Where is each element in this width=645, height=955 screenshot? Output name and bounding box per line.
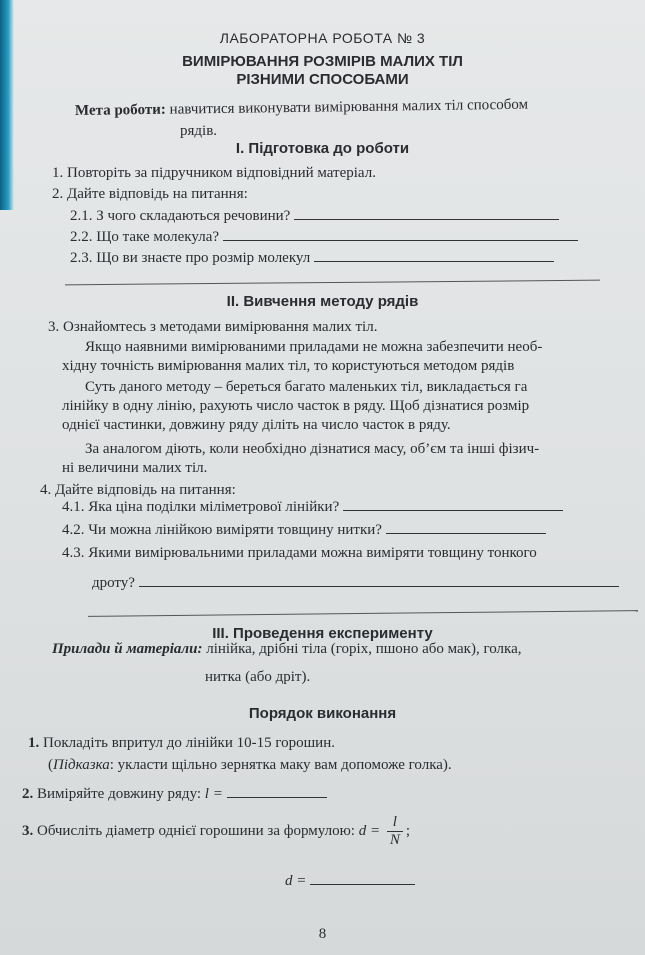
hint-text: : укласти щільно зернятка маку вам допоможе голка). <box>109 757 452 773</box>
order-title: Порядок виконання <box>248 705 397 722</box>
question-4-1-text: 4.1. Яка ціна поділки міліметрової лінійки? <box>62 499 340 515</box>
question-4-2 <box>62 522 546 539</box>
materials-text-2: нитка (або дріт). <box>205 669 311 685</box>
answer-4-3-extra-line[interactable] <box>88 610 638 617</box>
paragraph-1-line-2: хідну точність вимірювання малих тіл, то користуються методом рядів <box>62 358 515 374</box>
materials-label: Прилади й матеріали: <box>52 641 203 657</box>
answer-2-2-field[interactable] <box>223 239 578 241</box>
question-2-3-text: 2.3. Що ви знаєте про розмір молекул <box>70 250 311 266</box>
step-1-text: Покладіть впритул до лінійки 10-15 горошин. <box>43 735 335 751</box>
question-4-3-line-1: 4.3. Якими вимірювальними приладами можна виміряти товщину тонкого <box>62 545 537 561</box>
formula-lhs: d = <box>358 822 381 839</box>
hint-open-paren: ( <box>48 757 53 773</box>
materials-line <box>52 641 522 658</box>
item-4: 4. Дайте відповідь на питання: <box>40 482 236 498</box>
item-2: 2. Дайте відповідь на питання: <box>52 186 248 202</box>
section-1-title: І. Підготовка до роботи <box>235 140 410 157</box>
goal-text-2: рядів. <box>180 123 218 139</box>
title-line-1: ВИМІРЮВАННЯ РОЗМІРІВ МАЛИХ ТІЛ <box>182 53 463 70</box>
result-line <box>285 873 415 890</box>
answer-4-3-field[interactable] <box>139 585 619 587</box>
paragraph-3-line-1: За аналогом діють, коли необхідно дізнатися масу, об’єм та інші фізич- <box>85 441 540 457</box>
step-2 <box>22 786 327 803</box>
paragraph-2-line-2: лінійку в одну лінію, рахують число часток в ряду. Щоб дізнатися розмір <box>62 398 530 414</box>
question-2-1 <box>70 208 559 225</box>
step-2-variable: l = <box>204 786 223 802</box>
paragraph-1-line-1: Якщо наявними вимірюваними приладами не можна забезпечити необ- <box>85 339 543 355</box>
formula-numerator: l <box>387 814 403 832</box>
lab-number: ЛАБОРАТОРНА РОБОТА № 3 <box>219 30 426 46</box>
answer-4-1-field[interactable] <box>343 509 563 511</box>
step-3-number: 3. <box>22 822 34 839</box>
question-2-1-text: 2.1. З чого складаються речовини? <box>70 208 291 224</box>
step-2-text: Виміряйте довжину ряду: <box>37 786 202 802</box>
answer-4-2-field[interactable] <box>386 532 546 534</box>
goal-line <box>75 97 528 120</box>
item-3: 3. Ознайомтесь з методами вимірювання малих тіл. <box>48 319 378 335</box>
item-1: 1. Повторіть за підручником відповідний матеріал. <box>52 165 376 181</box>
step-1-number: 1. <box>28 735 40 751</box>
paragraph-2-line-3: однієї частинки, довжину ряду діліть на число часток в ряду. <box>62 417 451 433</box>
paragraph-3-line-2: ні величини малих тіл. <box>62 460 208 476</box>
title-line-2: РІЗНИМИ СПОСОБАМИ <box>236 71 409 88</box>
step-1-hint <box>48 757 452 774</box>
materials-text-1: лінійка, дрібні тіла (горіх, пшоно або мак), голка, <box>206 641 522 657</box>
step-3 <box>22 814 410 849</box>
formula-denominator: N <box>389 832 400 848</box>
question-4-1 <box>62 499 563 516</box>
question-2-2-text: 2.2. Що таке молекула? <box>70 229 220 245</box>
length-answer-field[interactable] <box>227 796 327 798</box>
page-number: 8 <box>318 926 327 942</box>
step-2-number: 2. <box>22 786 34 802</box>
goal-label: Мета роботи: <box>74 101 166 119</box>
question-4-3-line-2 <box>92 575 619 592</box>
answer-2-3-extra-line[interactable] <box>65 280 600 286</box>
question-4-3-text: дроту? <box>92 575 135 591</box>
formula-fraction <box>387 814 403 849</box>
result-variable: d = <box>285 873 307 889</box>
question-2-3 <box>70 250 554 267</box>
diameter-answer-field[interactable] <box>310 883 415 885</box>
paragraph-2-line-1: Суть даного методу – береться багато маленьких тіл, викладається га <box>85 379 528 395</box>
answer-2-3-field[interactable] <box>314 260 554 262</box>
section-3-title: ІІІ. Проведення експерименту <box>212 625 433 642</box>
answer-2-1-field[interactable] <box>294 218 559 220</box>
question-2-2 <box>70 229 578 246</box>
step-3-text: Обчисліть діаметр однієї горошини за формулою: <box>37 822 355 839</box>
hint-label: Підказка <box>53 757 110 773</box>
goal-text-1: навчитися виконувати вимірювання малих тіл способом <box>169 96 529 118</box>
question-4-2-text: 4.2. Чи можна лінійкою виміряти товщину нитки? <box>62 522 382 538</box>
section-2-title: ІІ. Вивчення методу рядів <box>226 293 419 310</box>
formula-end: ; <box>405 822 411 839</box>
step-1 <box>28 735 335 752</box>
